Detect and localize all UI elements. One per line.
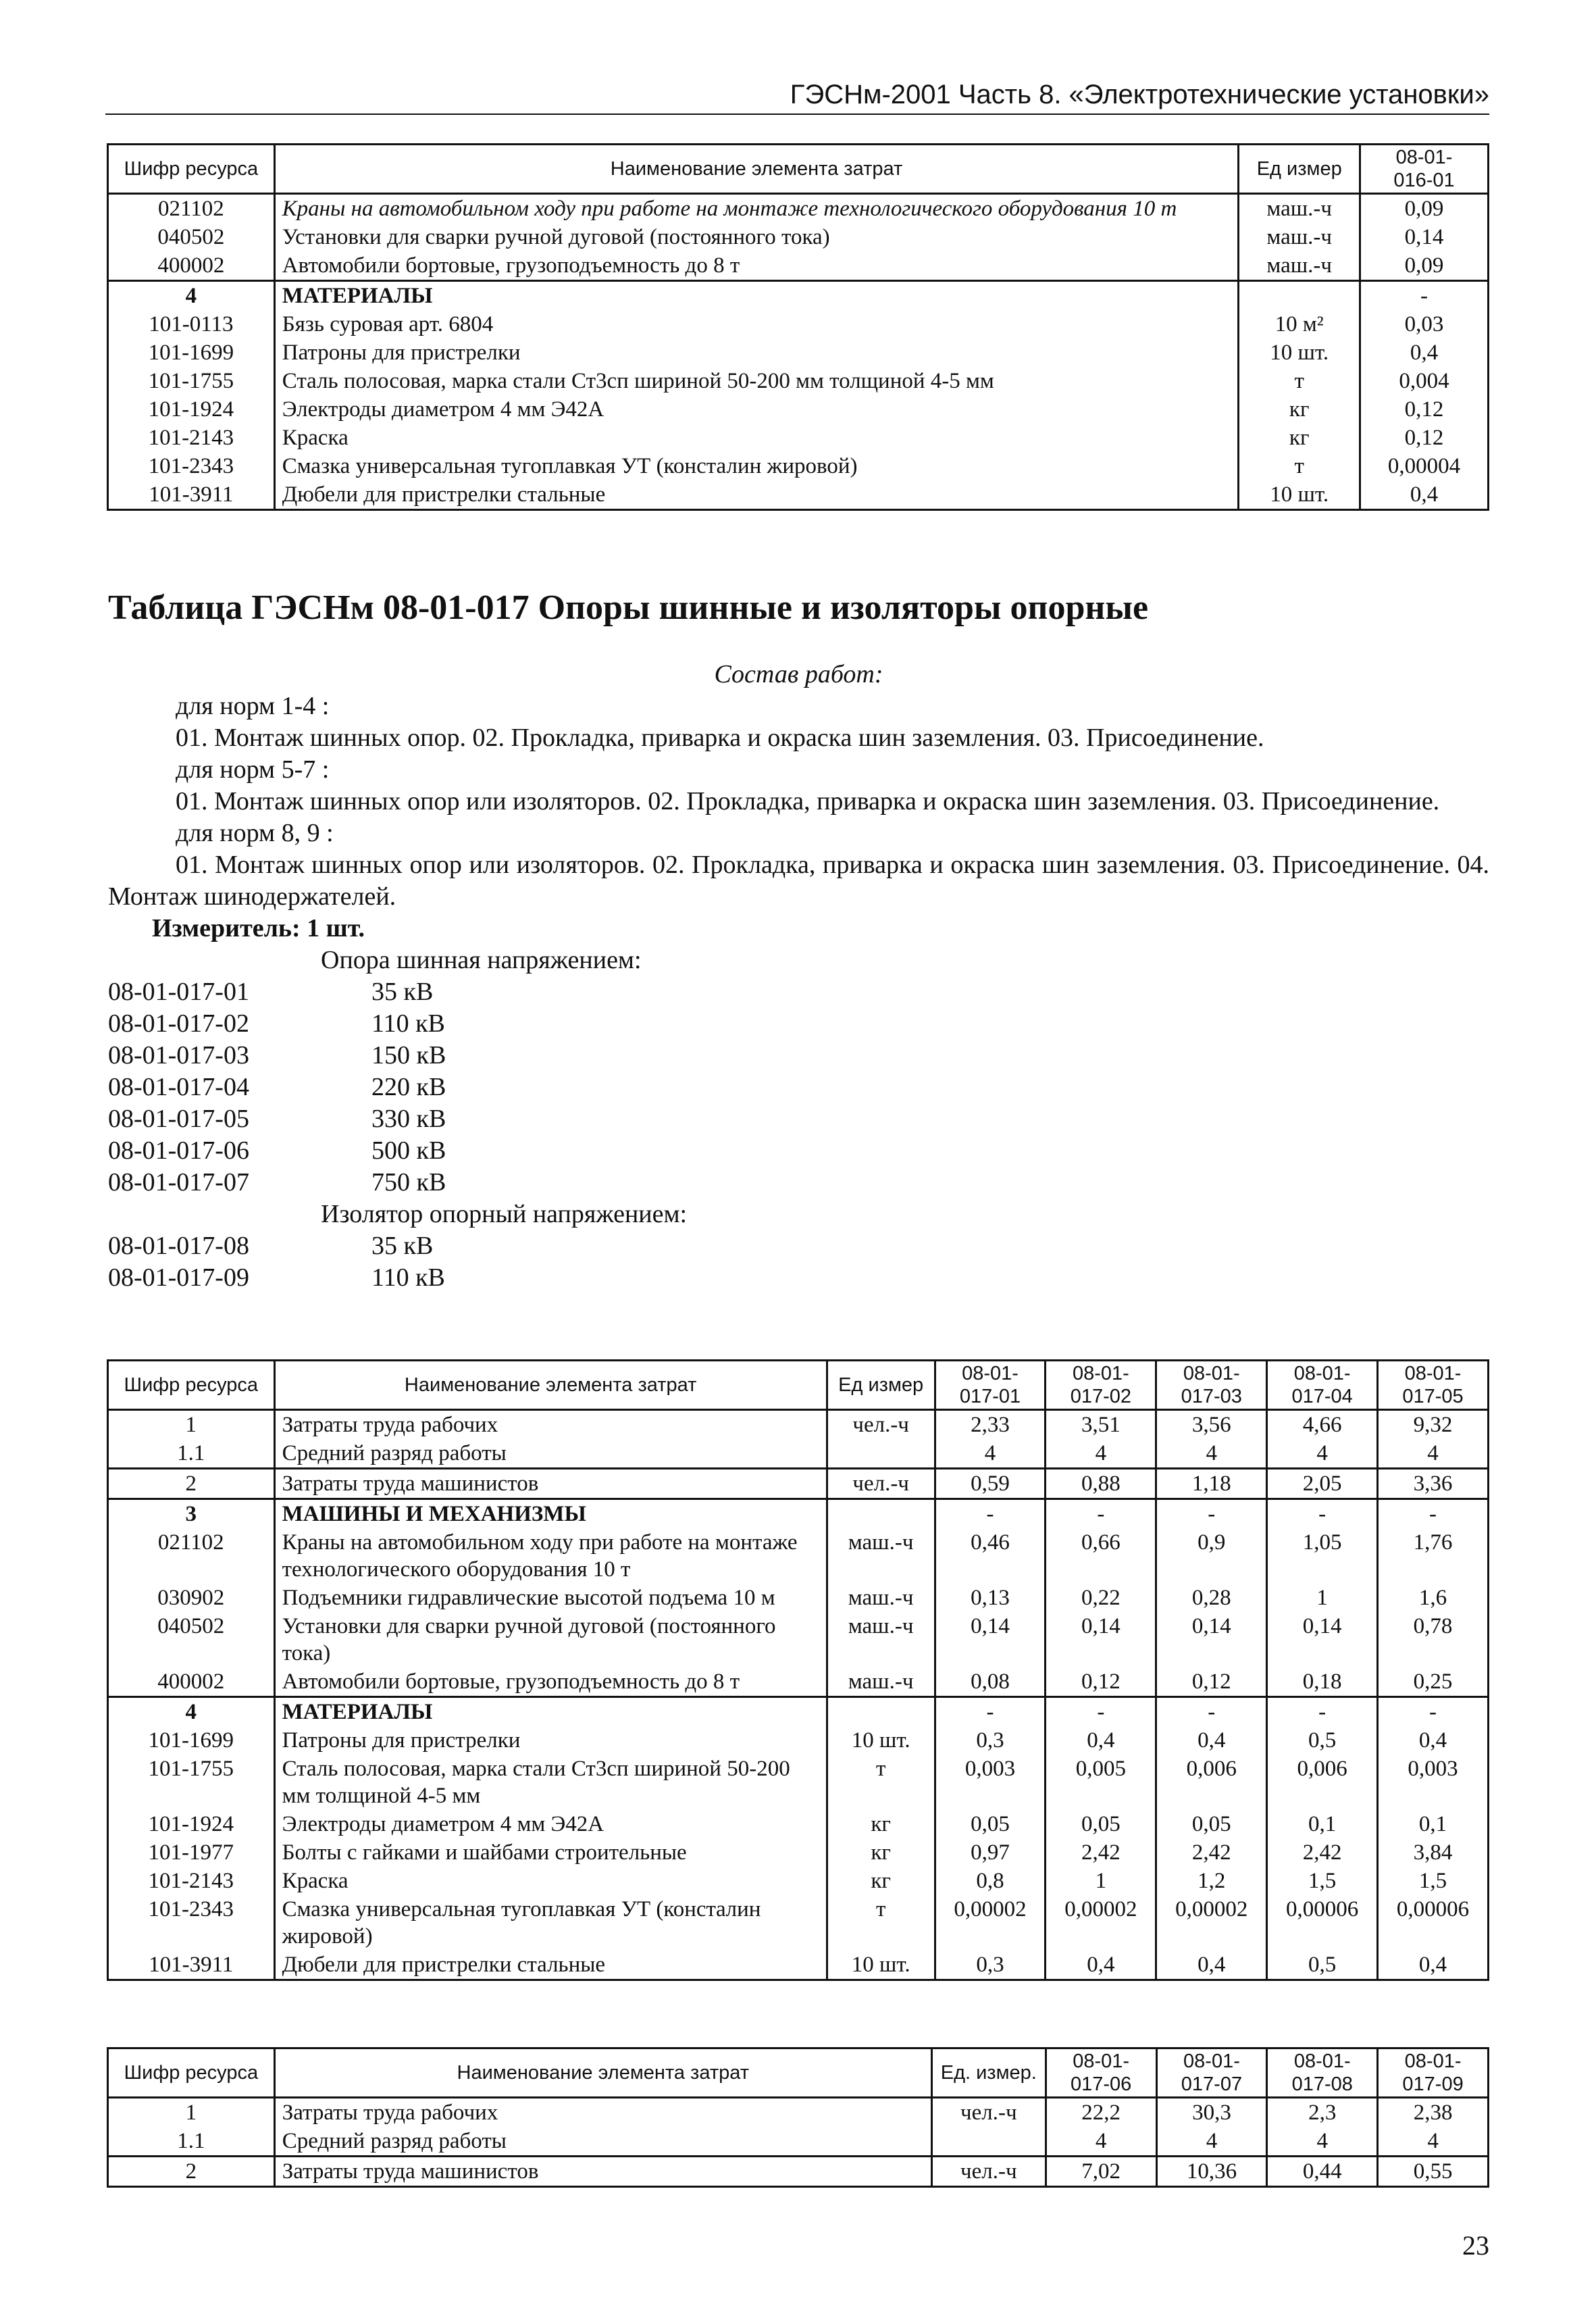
cell-name: Краны на автомобильном ходу при работе на монтаже технологического оборудования 10 т — [274, 1528, 827, 1584]
column-header: 08-01- 017-07 — [1156, 2048, 1267, 2098]
cell-code: 040502 — [108, 1612, 275, 1667]
cell-value: - — [1360, 281, 1489, 311]
table-row — [108, 2157, 1489, 2187]
cell-value: 0,4 — [1360, 480, 1489, 510]
cell-value: 0,97 — [935, 1838, 1046, 1867]
cell-name: Автомобили бортовые, грузоподъемность до 8 т — [274, 251, 1239, 281]
cell-value: 1,18 — [1156, 1469, 1267, 1499]
cell-value: 3,84 — [1378, 1838, 1489, 1867]
cell-value: 4 — [1156, 1439, 1267, 1469]
resource-table-017-01-05 — [107, 1359, 1489, 1981]
cell-value: 0,1 — [1267, 1810, 1378, 1838]
cell-name: Патроны для пристрелки — [274, 338, 1239, 367]
cell-unit: 10 шт. — [1239, 480, 1360, 510]
table-row — [108, 1528, 1489, 1584]
cell-name: Средний разряд работы — [274, 1439, 827, 1469]
table-row — [108, 1755, 1489, 1810]
work-composition — [108, 659, 1489, 1294]
cell-code: 101-3911 — [108, 1951, 275, 1980]
cell-value: 0,44 — [1267, 2157, 1378, 2187]
cell-value: 0,3 — [935, 1951, 1046, 1980]
column-header: Наименование элемента затрат — [274, 1361, 827, 1410]
norms-1-4-text: 01. Монтаж шинных опор. 02. Прокладка, приварка и окраска шин заземления. 03. Присоединение. — [176, 724, 1264, 752]
cell-value: 4 — [1046, 2127, 1156, 2157]
table-row — [108, 1410, 1489, 1440]
cell-name: Краска — [274, 424, 1239, 452]
cell-name: Бязь суровая арт. 6804 — [274, 310, 1239, 338]
cell-value: 2,3 — [1267, 2098, 1378, 2128]
cell-value: 1,05 — [1267, 1528, 1378, 1584]
cell-unit: кг — [827, 1867, 935, 1895]
table-header-row — [108, 2048, 1489, 2098]
cell-value: 2,05 — [1267, 1469, 1378, 1499]
column-header: Наименование элемента затрат — [274, 2048, 931, 2098]
column-header: Шифр ресурса — [108, 145, 275, 194]
cell-name: Установки для сварки ручной дуговой (постоянного тока) — [274, 1612, 827, 1667]
column-header: 08-01- 017-06 — [1046, 2048, 1156, 2098]
cell-code: 021102 — [108, 1528, 275, 1584]
column-header: Шифр ресурса — [108, 1361, 275, 1410]
norm-row — [108, 1167, 1489, 1199]
cell-value: 4 — [935, 1439, 1046, 1469]
table-row — [108, 2098, 1489, 2128]
cell-value: - — [1378, 1697, 1489, 1727]
cell-unit: 10 шт. — [827, 1951, 935, 1980]
cell-value: 0,14 — [1156, 1612, 1267, 1667]
cell-unit: маш.-ч — [827, 1612, 935, 1667]
cell-unit: 10 м² — [1239, 310, 1360, 338]
norms-5-7-label: для норм 5-7 : — [176, 755, 330, 784]
cell-value: 0,4 — [1378, 1726, 1489, 1755]
page-header — [105, 76, 1489, 115]
cell-value: 4 — [1378, 2127, 1489, 2157]
cell-name: Патроны для пристрелки — [274, 1726, 827, 1755]
norm-code: 08-01-017-06 — [108, 1136, 249, 1165]
cell-value: 1 — [1046, 1867, 1156, 1895]
cell-value: - — [1156, 1499, 1267, 1529]
column-header: Ед. измер. — [931, 2048, 1046, 2098]
column-header: 08-01- 017-04 — [1267, 1361, 1378, 1410]
cell-value: 0,55 — [1378, 2157, 1489, 2187]
cell-value: 4 — [1267, 2127, 1378, 2157]
norm-value: 110 кВ — [371, 1263, 445, 1292]
cell-code: 101-2143 — [108, 1867, 275, 1895]
cell-code: 101-1924 — [108, 1810, 275, 1838]
cell-name: Дюбели для пристрелки стальные — [274, 1951, 827, 1980]
cell-value: 0,13 — [935, 1584, 1046, 1612]
cell-name: Затраты труда рабочих — [274, 2098, 931, 2128]
cell-value: 4 — [1156, 2127, 1267, 2157]
cell-value: 2,33 — [935, 1410, 1046, 1440]
cell-value: 0,005 — [1046, 1755, 1156, 1810]
cell-value: 0,4 — [1156, 1951, 1267, 1980]
cell-value: 0,003 — [935, 1755, 1046, 1810]
cell-value: 22,2 — [1046, 2098, 1156, 2128]
cell-name: Затраты труда рабочих — [274, 1410, 827, 1440]
cell-name: Автомобили бортовые, грузоподъемность до 8 т — [274, 1667, 827, 1697]
table-row — [108, 2127, 1489, 2157]
cell-value: 0,004 — [1360, 367, 1489, 395]
cell-value: 0,14 — [1267, 1612, 1378, 1667]
norm-value: 750 кВ — [371, 1168, 446, 1197]
resource-table-016 — [107, 143, 1489, 511]
cell-value: 0,4 — [1378, 1951, 1489, 1980]
cell-value: 0,4 — [1046, 1951, 1156, 1980]
cell-value: 7,02 — [1046, 2157, 1156, 2187]
cell-unit: чел.-ч — [827, 1410, 935, 1440]
cell-value: 0,006 — [1156, 1755, 1267, 1810]
cell-unit: чел.-ч — [931, 2157, 1046, 2187]
cell-unit: маш.-ч — [827, 1584, 935, 1612]
meter — [108, 913, 1489, 945]
cell-code: 030902 — [108, 1584, 275, 1612]
column-header: 08-01- 017-03 — [1156, 1361, 1267, 1410]
norm-value: 150 кВ — [371, 1041, 446, 1070]
cell-value: 0,14 — [1360, 223, 1489, 251]
cell-name: Краска — [274, 1867, 827, 1895]
cell-code: 101-2343 — [108, 452, 275, 480]
norm-row — [108, 1262, 1489, 1294]
cell-value: 0,05 — [1046, 1810, 1156, 1838]
table-row — [108, 1726, 1489, 1755]
cell-name: Краны на автомобильном ходу при работе на монтаже технологического оборудования 10 т — [274, 194, 1239, 224]
cell-value: 4 — [1267, 1439, 1378, 1469]
table-row — [108, 424, 1489, 452]
column-header: 08-01- 017-08 — [1267, 2048, 1378, 2098]
table-row — [108, 1895, 1489, 1951]
table-row — [108, 1838, 1489, 1867]
cell-value: 0,28 — [1156, 1584, 1267, 1612]
table-row — [108, 194, 1489, 224]
norm-code: 08-01-017-08 — [108, 1232, 249, 1260]
cell-code: 2 — [108, 1469, 275, 1499]
cell-value: 0,66 — [1046, 1528, 1156, 1584]
table-header-row — [108, 1361, 1489, 1410]
cell-unit: маш.-ч — [1239, 251, 1360, 281]
cell-value: - — [935, 1697, 1046, 1727]
cell-value: 10,36 — [1156, 2157, 1267, 2187]
norms-5-7-text: 01. Монтаж шинных опор или изоляторов. 02. Прокладка, приварка и окраска шин заземления. 03. Присоединение. — [176, 787, 1440, 815]
cell-name: Смазка универсальная тугоплавкая УТ (констaлин жировой) — [274, 1895, 827, 1951]
norm-value: 500 кВ — [371, 1136, 446, 1165]
norm-code: 08-01-017-07 — [108, 1168, 249, 1197]
cell-name: Дюбели для пристрелки стальные — [274, 480, 1239, 510]
group1-title: Опора шинная напряжением: — [321, 946, 642, 974]
table-title: Таблица ГЭСНм 08-01-017 Опоры шинные и изоляторы опорные — [108, 588, 1149, 627]
cell-value: - — [1267, 1499, 1378, 1529]
cell-unit: кг — [827, 1838, 935, 1867]
cell-code: 101-1977 — [108, 1838, 275, 1867]
cell-value: 0,00006 — [1267, 1895, 1378, 1951]
cell-code: 3 — [108, 1499, 275, 1529]
cell-name: Установки для сварки ручной дуговой (постоянного тока) — [274, 223, 1239, 251]
cell-value: 0,00004 — [1360, 452, 1489, 480]
cell-value: 0,14 — [1046, 1612, 1156, 1667]
cell-value: 1,5 — [1378, 1867, 1489, 1895]
cell-value: 0,03 — [1360, 310, 1489, 338]
cell-value: 0,5 — [1267, 1951, 1378, 1980]
meter-label: Измеритель: — [152, 914, 301, 942]
cell-name: Подъемники гидравлические высотой подъема 10 м — [274, 1584, 827, 1612]
norm-row — [108, 1008, 1489, 1040]
cell-value: - — [935, 1499, 1046, 1529]
cell-value: 1 — [1267, 1584, 1378, 1612]
norms-1-4-label: для норм 1-4 : — [176, 692, 330, 720]
cell-name: Сталь полосовая, марка стали Ст3сп шириной 50-200 мм толщиной 4-5 мм — [274, 367, 1239, 395]
cell-name: МАШИНЫ И МЕХАНИЗМЫ — [274, 1499, 827, 1529]
group2-title: Изолятор опорный напряжением: — [321, 1200, 688, 1228]
cell-unit: маш.-ч — [827, 1667, 935, 1697]
cell-value: 4,66 — [1267, 1410, 1378, 1440]
cell-name: Затраты труда машинистов — [274, 1469, 827, 1499]
cell-name: МАТЕРИАЛЫ — [274, 1697, 827, 1727]
cell-value: 3,56 — [1156, 1410, 1267, 1440]
cell-unit — [827, 1499, 935, 1529]
cell-name: Болты с гайками и шайбами строительные — [274, 1838, 827, 1867]
cell-value: 0,1 — [1378, 1810, 1489, 1838]
cell-unit — [827, 1697, 935, 1727]
cell-code: 400002 — [108, 251, 275, 281]
table-row — [108, 251, 1489, 281]
cell-value: 0,78 — [1378, 1612, 1489, 1667]
cell-code: 101-1755 — [108, 367, 275, 395]
cell-value: 0,4 — [1360, 338, 1489, 367]
cell-value: 2,42 — [1046, 1838, 1156, 1867]
cell-value: 4 — [1378, 1439, 1489, 1469]
group1-list — [108, 976, 1489, 1199]
cell-value: 0,59 — [935, 1469, 1046, 1499]
norm-row — [108, 1230, 1489, 1262]
cell-value: 0,003 — [1378, 1755, 1489, 1810]
cell-unit: т — [827, 1895, 935, 1951]
column-header: 08-01- 017-05 — [1378, 1361, 1489, 1410]
norm-value: 35 кВ — [371, 978, 434, 1006]
table-row — [108, 338, 1489, 367]
norm-row — [108, 1072, 1489, 1103]
cell-name: Смазка универсальная тугоплавкая УТ (консталин жировой) — [274, 452, 1239, 480]
cell-value: 2,42 — [1156, 1838, 1267, 1867]
cell-value: 0,00002 — [1046, 1895, 1156, 1951]
cell-value: 0,9 — [1156, 1528, 1267, 1584]
cell-unit: т — [1239, 367, 1360, 395]
cell-value: - — [1046, 1697, 1156, 1727]
cell-unit: маш.-ч — [1239, 194, 1360, 224]
cell-code: 400002 — [108, 1667, 275, 1697]
cell-code: 1.1 — [108, 1439, 275, 1469]
norm-row — [108, 976, 1489, 1008]
cell-value: 9,32 — [1378, 1410, 1489, 1440]
table-row — [108, 1951, 1489, 1980]
cell-value: 0,09 — [1360, 194, 1489, 224]
table-row — [108, 452, 1489, 480]
cell-code: 101-2343 — [108, 1895, 275, 1951]
group2-list — [108, 1230, 1489, 1294]
cell-unit — [931, 2127, 1046, 2157]
cell-value: 0,006 — [1267, 1755, 1378, 1810]
cell-code: 1 — [108, 1410, 275, 1440]
cell-value: 0,00002 — [935, 1895, 1046, 1951]
table-row — [108, 1469, 1489, 1499]
table-header-row — [108, 145, 1489, 194]
table-row — [108, 223, 1489, 251]
table-row — [108, 1584, 1489, 1612]
resource-table-017-06-09 — [107, 2047, 1489, 2188]
cell-value: 0,4 — [1156, 1726, 1267, 1755]
cell-unit: 10 шт. — [1239, 338, 1360, 367]
cell-value: 1,2 — [1156, 1867, 1267, 1895]
column-header: Ед измер — [1239, 145, 1360, 194]
norm-code: 08-01-017-02 — [108, 1009, 249, 1038]
cell-value: 0,46 — [935, 1528, 1046, 1584]
norm-code: 08-01-017-01 — [108, 978, 249, 1006]
cell-value: 30,3 — [1156, 2098, 1267, 2128]
table-row — [108, 1439, 1489, 1469]
cell-code: 021102 — [108, 194, 275, 224]
cell-unit: т — [827, 1755, 935, 1810]
cell-code: 1.1 — [108, 2127, 275, 2157]
cell-value: - — [1378, 1499, 1489, 1529]
cell-code: 4 — [108, 1697, 275, 1727]
cell-name: МАТЕРИАЛЫ — [274, 281, 1239, 311]
page-number: 23 — [1462, 2230, 1489, 2261]
cell-unit: т — [1239, 452, 1360, 480]
cell-value: 0,8 — [935, 1867, 1046, 1895]
cell-value: 2,38 — [1378, 2098, 1489, 2128]
column-header: 08-01- 017-02 — [1046, 1361, 1156, 1410]
column-header: 08-01- 017-01 — [935, 1361, 1046, 1410]
cell-name: Электроды диаметром 4 мм Э42А — [274, 1810, 827, 1838]
cell-unit: кг — [1239, 395, 1360, 424]
cell-unit — [1239, 281, 1360, 311]
norm-row — [108, 1135, 1489, 1167]
norm-code: 08-01-017-04 — [108, 1073, 249, 1101]
cell-value: 0,3 — [935, 1726, 1046, 1755]
cell-code: 1 — [108, 2098, 275, 2128]
cell-value: 3,51 — [1046, 1410, 1156, 1440]
meter-value: 1 шт. — [307, 914, 365, 942]
cell-value: - — [1156, 1697, 1267, 1727]
cell-name: Сталь полосовая, марка стали Ст3сп шириной 50-200 мм толщиной 4-5 мм — [274, 1755, 827, 1810]
column-header: 08-01- 017-09 — [1378, 2048, 1489, 2098]
cell-value: 0,5 — [1267, 1726, 1378, 1755]
cell-unit: чел.-ч — [827, 1469, 935, 1499]
norm-value: 35 кВ — [371, 1232, 434, 1260]
cell-unit: кг — [827, 1810, 935, 1838]
cell-name: Средний разряд работы — [274, 2127, 931, 2157]
cell-value: 0,14 — [935, 1612, 1046, 1667]
table-row — [108, 1867, 1489, 1895]
cell-code: 4 — [108, 281, 275, 311]
cell-value: 0,22 — [1046, 1584, 1156, 1612]
cell-value: - — [1267, 1697, 1378, 1727]
cell-value: 1,76 — [1378, 1528, 1489, 1584]
cell-value: 0,25 — [1378, 1667, 1489, 1697]
cell-code: 101-1755 — [108, 1755, 275, 1810]
norm-value: 220 кВ — [371, 1073, 446, 1101]
norms-8-9-label: для норм 8, 9 : — [176, 819, 334, 847]
table-row — [108, 395, 1489, 424]
cell-unit — [827, 1439, 935, 1469]
cell-code: 2 — [108, 2157, 275, 2187]
cell-value: 0,00002 — [1156, 1895, 1267, 1951]
cell-value: 2,42 — [1267, 1838, 1378, 1867]
norm-row — [108, 1040, 1489, 1072]
column-header: 08-01- 016-01 — [1360, 145, 1489, 194]
norm-value: 330 кВ — [371, 1105, 446, 1133]
table-row — [108, 281, 1489, 311]
cell-code: 040502 — [108, 223, 275, 251]
cell-name: Затраты труда машинистов — [274, 2157, 931, 2187]
cell-value: 0,4 — [1046, 1726, 1156, 1755]
cell-value: 0,05 — [935, 1810, 1046, 1838]
table-row — [108, 1697, 1489, 1727]
cell-value: 0,88 — [1046, 1469, 1156, 1499]
cell-value: 1,6 — [1378, 1584, 1489, 1612]
norms-8-9-text: 01. Монтаж шинных опор или изоляторов. 02. Прокладка, приварка и окраска шин заземления. 03. Присоединение. 04. Монтаж шинодержателей. — [108, 851, 1489, 911]
column-header: Шифр ресурса — [108, 2048, 275, 2098]
cell-unit: 10 шт. — [827, 1726, 935, 1755]
cell-value: 0,09 — [1360, 251, 1489, 281]
cell-code: 101-1699 — [108, 1726, 275, 1755]
cell-code: 101-0113 — [108, 310, 275, 338]
cell-unit: кг — [1239, 424, 1360, 452]
norm-code: 08-01-017-05 — [108, 1105, 249, 1133]
composition-label: Состав работ: — [714, 660, 883, 688]
cell-value: 3,36 — [1378, 1469, 1489, 1499]
cell-value: 0,00006 — [1378, 1895, 1489, 1951]
table-row — [108, 1667, 1489, 1697]
cell-value: 4 — [1046, 1439, 1156, 1469]
cell-unit: чел.-ч — [931, 2098, 1046, 2128]
cell-value: 0,08 — [935, 1667, 1046, 1697]
cell-value: 0,12 — [1360, 395, 1489, 424]
norm-code: 08-01-017-09 — [108, 1263, 249, 1292]
cell-code: 101-1699 — [108, 338, 275, 367]
table-row — [108, 1810, 1489, 1838]
cell-value: 0,18 — [1267, 1667, 1378, 1697]
table-row — [108, 310, 1489, 338]
cell-value: - — [1046, 1499, 1156, 1529]
cell-code: 101-1924 — [108, 395, 275, 424]
cell-value: 0,12 — [1046, 1667, 1156, 1697]
norm-value: 110 кВ — [371, 1009, 445, 1038]
table-row — [108, 367, 1489, 395]
table-row — [108, 1499, 1489, 1529]
column-header: Наименование элемента затрат — [274, 145, 1239, 194]
cell-value: 1,5 — [1267, 1867, 1378, 1895]
cell-value: 0,12 — [1360, 424, 1489, 452]
cell-value: 0,12 — [1156, 1667, 1267, 1697]
norm-code: 08-01-017-03 — [108, 1041, 249, 1070]
column-header: Ед измер — [827, 1361, 935, 1410]
cell-code: 101-2143 — [108, 424, 275, 452]
table-row — [108, 480, 1489, 510]
cell-unit: маш.-ч — [827, 1528, 935, 1584]
table-row — [108, 1612, 1489, 1667]
cell-code: 101-3911 — [108, 480, 275, 510]
cell-name: Электроды диаметром 4 мм Э42А — [274, 395, 1239, 424]
header-title: ГЭСНм-2001 Часть 8. «Электротехнические установки» — [790, 80, 1489, 109]
cell-value: 0,05 — [1156, 1810, 1267, 1838]
norm-row — [108, 1103, 1489, 1135]
cell-unit: маш.-ч — [1239, 223, 1360, 251]
